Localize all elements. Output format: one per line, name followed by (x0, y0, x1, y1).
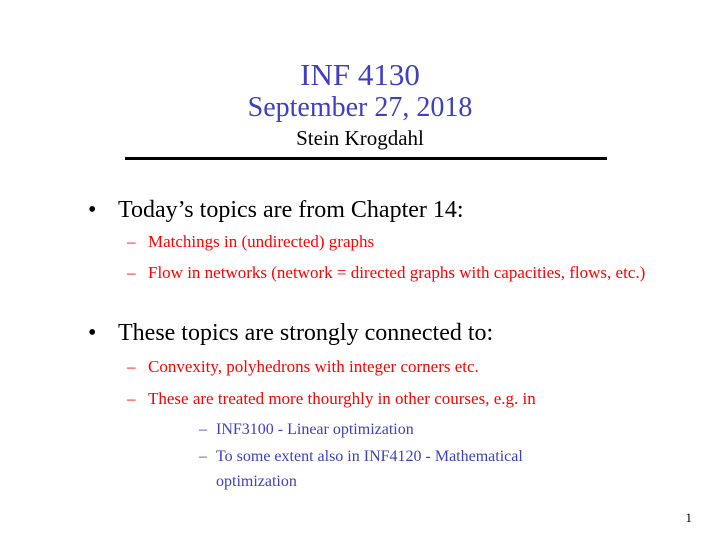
subbullet-text: These are treated more thourghly in other courses, e.g. in (148, 389, 536, 408)
slide-date: September 27, 2018 (247, 92, 473, 123)
subsubbullet-text: To some extent also in INF4120 - Mathematical optimization (216, 448, 523, 490)
bullet-text: These topics are strongly connected to: (118, 320, 494, 346)
subbullet-marker: – (127, 389, 136, 408)
subbullet-marker: – (127, 232, 136, 251)
subbullet-item (127, 354, 657, 380)
subbullet-text: Matchings in (undirected) graphs (148, 232, 375, 251)
subbullet-marker: – (127, 357, 136, 376)
slide-title: INF 4130 (300, 57, 420, 92)
subbullet-text: Flow in networks (network = directed graphs with capacities, flows, etc.) (148, 263, 646, 282)
bullet-item (88, 196, 464, 224)
subbullet-text: Convexity, polyhedrons with integer corners etc. (148, 357, 479, 376)
slide-author: Stein Krogdahl (296, 126, 424, 150)
subsubbullet-text: INF3100 - Linear optimization (216, 421, 414, 438)
subbullet-item (127, 229, 657, 255)
bullet-marker: • (88, 320, 97, 346)
subsubbullet-marker: – (199, 421, 207, 438)
bullet-item (88, 319, 493, 347)
bullet-marker: • (88, 197, 97, 223)
title-block (0, 58, 720, 150)
subsubbullet-marker: – (199, 448, 207, 465)
subsubbullet-item (199, 417, 659, 442)
subbullet-item (127, 260, 657, 286)
bullet-text: Today’s topics are from Chapter 14: (118, 197, 464, 223)
subsubbullet-item (199, 444, 579, 494)
subbullet-marker: – (127, 263, 136, 282)
page-number: 1 (685, 510, 692, 525)
subbullet-item (127, 386, 657, 412)
title-divider (125, 157, 607, 160)
